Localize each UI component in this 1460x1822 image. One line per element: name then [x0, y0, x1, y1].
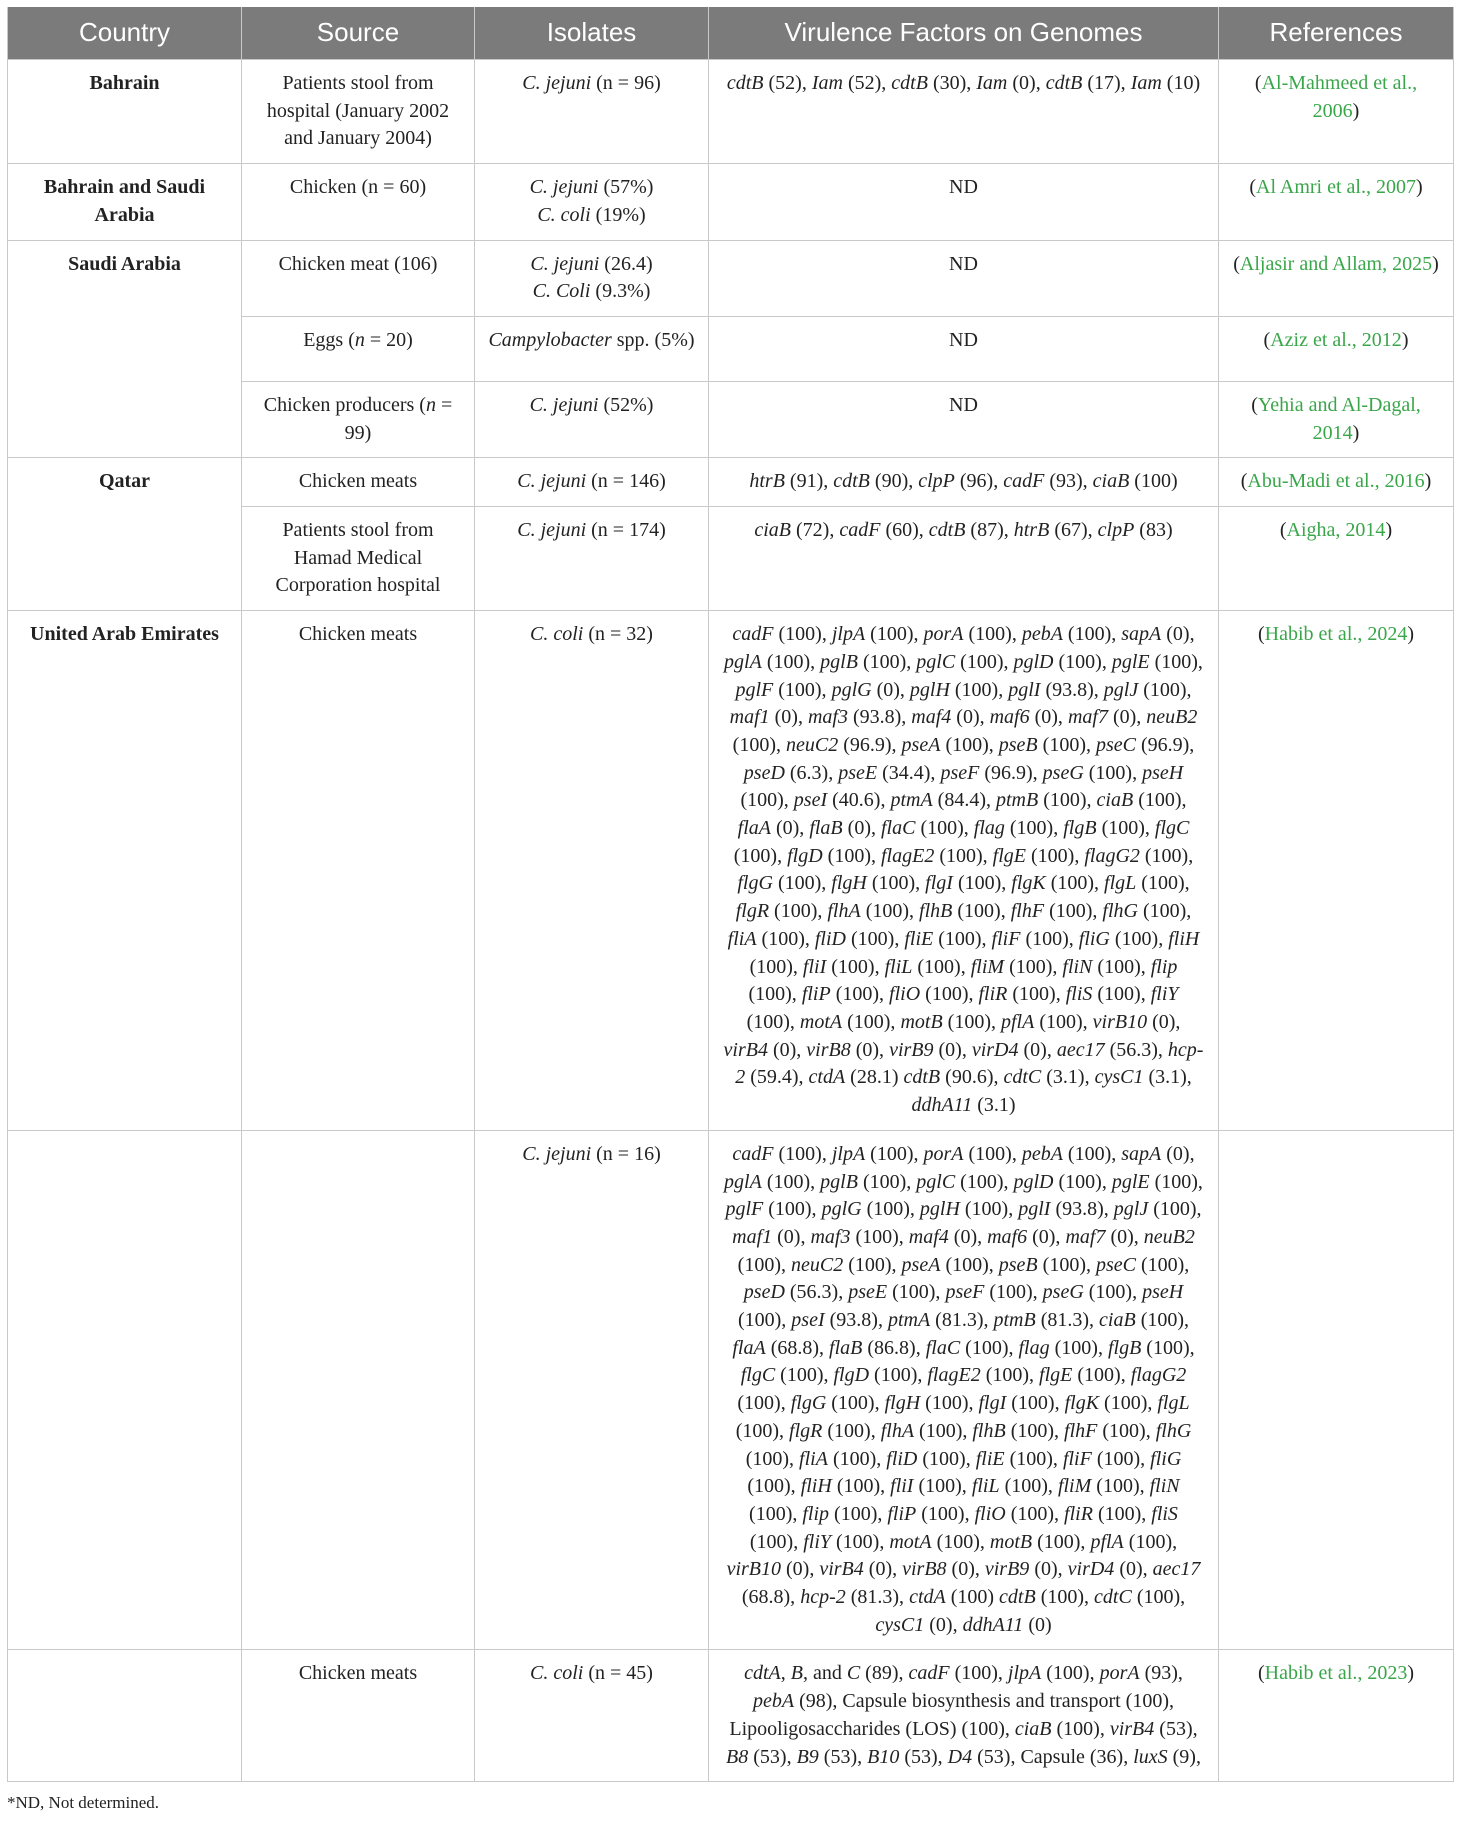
header-references: References [1219, 7, 1454, 60]
virulence-factors-cell: cadF (100), jlpA (100), porA (100), pebA (100), sapA (0), pglA (100), pglB (100), pglC (100), pglD (100), pglE (100), pglF (100), pglG (0), pglH (100), pglI (93.8), pglJ (100), maf1 (0), maf3 (93.8), maf4 (0), maf6 (0), maf7 (0), neuB2 (100), neuC2 (96.9), pseA (100), pseB (100), pseC (96.9), pseD (6.3), pseE (34.4), pseF (96.9), pseG (100), pseH (100), pseI (40.6), ptmA (84.4), ptmB (100), ciaB (100), flaA (0), flaB (0), flaC (100), flag (100), flgB (100), flgC (100), flgD (100), flagE2 (100), flgE (100), flagG2 (100), flgG (100), flgH (100), flgI (100), flgK (100), flgL (100), flgR (100), flhA (100), flhB (100), flhF (100), flhG (100), fliA (100), fliD (100), fliE (100), fliF (100), fliG (100), fliH (100), fliI (100), fliL (100), fliM (100), fliN (100), flip (100), fliP (100), fliO (100), fliR (100), fliS (100), fliY (100), motA (100), motB (100), pflA (100), virB10 (0), virB4 (0), virB8 (0), virB9 (0), virD4 (0), aec17 (56.3), hcp-2 (59.4), ctdA (28.1) cdtB (90.6), cdtC (3.1), cysC1 (3.1), ddhA11 (3.1) [709, 611, 1219, 1131]
isolates-cell: Campylobacter spp. (5%) [475, 316, 709, 381]
header-virulence-factors: Virulence Factors on Genomes [709, 7, 1219, 60]
isolates-cell: C. jejuni (57%) C. coli (19%) [475, 164, 709, 240]
reference-cell [1219, 1130, 1454, 1650]
reference-link[interactable]: Aziz et al., 2012 [1270, 328, 1402, 351]
country-cell: Bahrain and Saudi Arabia [8, 164, 242, 240]
reference-link[interactable]: Abu-Madi et al., 2016 [1247, 470, 1425, 493]
reference-cell: (Al Amri et al., 2007) [1219, 164, 1454, 240]
reference-cell: (Aljasir and Allam, 2025) [1219, 240, 1454, 316]
virulence-factors-cell: cdtA, B, and C (89), cadF (100), jlpA (100), porA (93), pebA (98), Capsule biosynthesis and transport (100), Lipooligosaccharides (LOS) (100), ciaB (100), virB4 (53), B8 (53), B9 (53), B10 (53), D4 (53), Capsule (36), luxS (9), [709, 1650, 1219, 1782]
source-cell: Patients stool from hospital (January 2002 and January 2004) [242, 60, 475, 164]
table-row [8, 240, 1454, 316]
table-row [8, 1650, 1454, 1782]
country-cell: Saudi Arabia [8, 240, 242, 458]
country-cell: United Arab Emirates [8, 611, 242, 1131]
isolates-cell: C. jejuni (n = 146) [475, 458, 709, 507]
reference-link[interactable]: Habib et al., 2024 [1264, 623, 1408, 646]
table-row [8, 164, 1454, 240]
table-footnote: *ND, Not determined. [7, 1793, 160, 1812]
source-cell: Chicken meat (106) [242, 240, 475, 316]
virulence-factors-cell: ND [709, 381, 1219, 457]
reference-cell: (Al-Mahmeed et al., 2006) [1219, 60, 1454, 164]
table-row [8, 1130, 1454, 1650]
virulence-factors-cell: ND [709, 164, 1219, 240]
source-cell: Chicken meats [242, 611, 475, 1131]
reference-link[interactable]: Habib et al., 2023 [1264, 1662, 1408, 1685]
country-cell: Bahrain [8, 60, 242, 164]
source-cell: Chicken meats [242, 1650, 475, 1782]
reference-link[interactable]: Yehia and Al-Dagal, 2014 [1257, 393, 1421, 444]
isolates-cell: C. jejuni (n = 16) [475, 1130, 709, 1650]
header-isolates: Isolates [475, 7, 709, 60]
isolates-cell: C. coli (n = 32) [475, 611, 709, 1131]
virulence-factors-cell: cdtB (52), Iam (52), cdtB (30), Iam (0), cdtB (17), Iam (10) [709, 60, 1219, 164]
virulence-factors-cell: cadF (100), jlpA (100), porA (100), pebA (100), sapA (0), pglA (100), pglB (100), pglC (100), pglD (100), pglE (100), pglF (100), pglG (100), pglH (100), pglI (93.8), pglJ (100), maf1 (0), maf3 (100), maf4 (0), maf6 (0), maf7 (0), neuB2 (100), neuC2 (100), pseA (100), pseB (100), pseC (100), pseD (56.3), pseE (100), pseF (100), pseG (100), pseH (100), pseI (93.8), ptmA (81.3), ptmB (81.3), ciaB (100), flaA (68.8), flaB (86.8), flaC (100), flag (100), flgB (100), flgC (100), flgD (100), flagE2 (100), flgE (100), flagG2 (100), flgG (100), flgH (100), flgI (100), flgK (100), flgL (100), flgR (100), flhA (100), flhB (100), flhF (100), flhG (100), fliA (100), fliD (100), fliE (100), fliF (100), fliG (100), fliH (100), fliI (100), fliL (100), fliM (100), fliN (100), flip (100), fliP (100), fliO (100), fliR (100), fliS (100), fliY (100), motA (100), motB (100), pflA (100), virB10 (0), virB4 (0), virB8 (0), virB9 (0), virD4 (0), aec17 (68.8), hcp-2 (81.3), ctdA (100) cdtB (100), cdtC (100), cysC1 (0), ddhA11 (0) [709, 1130, 1219, 1650]
table-row [8, 611, 1454, 1131]
virulence-factors-cell: ND [709, 316, 1219, 381]
source-cell [242, 1130, 475, 1650]
header-country: Country [8, 7, 242, 60]
reference-cell: (Habib et al., 2023) [1219, 1650, 1454, 1782]
reference-cell: (Aigha, 2014) [1219, 507, 1454, 611]
virulence-factors-cell: ciaB (72), cadF (60), cdtB (87), htrB (67), clpP (83) [709, 507, 1219, 611]
reference-cell: (Habib et al., 2024) [1219, 611, 1454, 1131]
header-source: Source [242, 7, 475, 60]
source-cell: Chicken (n = 60) [242, 164, 475, 240]
source-cell: Chicken producers (n = 99) [242, 381, 475, 457]
country-cell [8, 1130, 242, 1650]
country-cell: Qatar [8, 458, 242, 611]
reference-cell: (Abu-Madi et al., 2016) [1219, 458, 1454, 507]
source-cell: Eggs (n = 20) [242, 316, 475, 381]
table-row [8, 458, 1454, 507]
source-cell: Patients stool from Hamad Medical Corporation hospital [242, 507, 475, 611]
reference-link[interactable]: Al-Mahmeed et al., 2006 [1261, 72, 1418, 122]
reference-link[interactable]: Aigha, 2014 [1286, 519, 1386, 542]
virulence-table [7, 7, 1454, 1782]
reference-cell: (Aziz et al., 2012) [1219, 316, 1454, 381]
virulence-factors-cell: htrB (91), cdtB (90), clpP (96), cadF (93), ciaB (100) [709, 458, 1219, 507]
reference-link[interactable]: Al Amri et al., 2007 [1256, 176, 1416, 199]
isolates-cell: C. jejuni (n = 96) [475, 60, 709, 164]
header-row [8, 7, 1454, 60]
source-cell: Chicken meats [242, 458, 475, 507]
reference-link[interactable]: Aljasir and Allam, 2025 [1239, 252, 1433, 275]
virulence-factors-cell: ND [709, 240, 1219, 316]
isolates-cell: C. coli (n = 45) [475, 1650, 709, 1782]
country-cell [8, 1650, 242, 1782]
isolates-cell: C. jejuni (n = 174) [475, 507, 709, 611]
table-row [8, 60, 1454, 164]
reference-cell: (Yehia and Al-Dagal, 2014) [1219, 381, 1454, 457]
isolates-cell: C. jejuni (26.4) C. Coli (9.3%) [475, 240, 709, 316]
isolates-cell: C. jejuni (52%) [475, 381, 709, 457]
